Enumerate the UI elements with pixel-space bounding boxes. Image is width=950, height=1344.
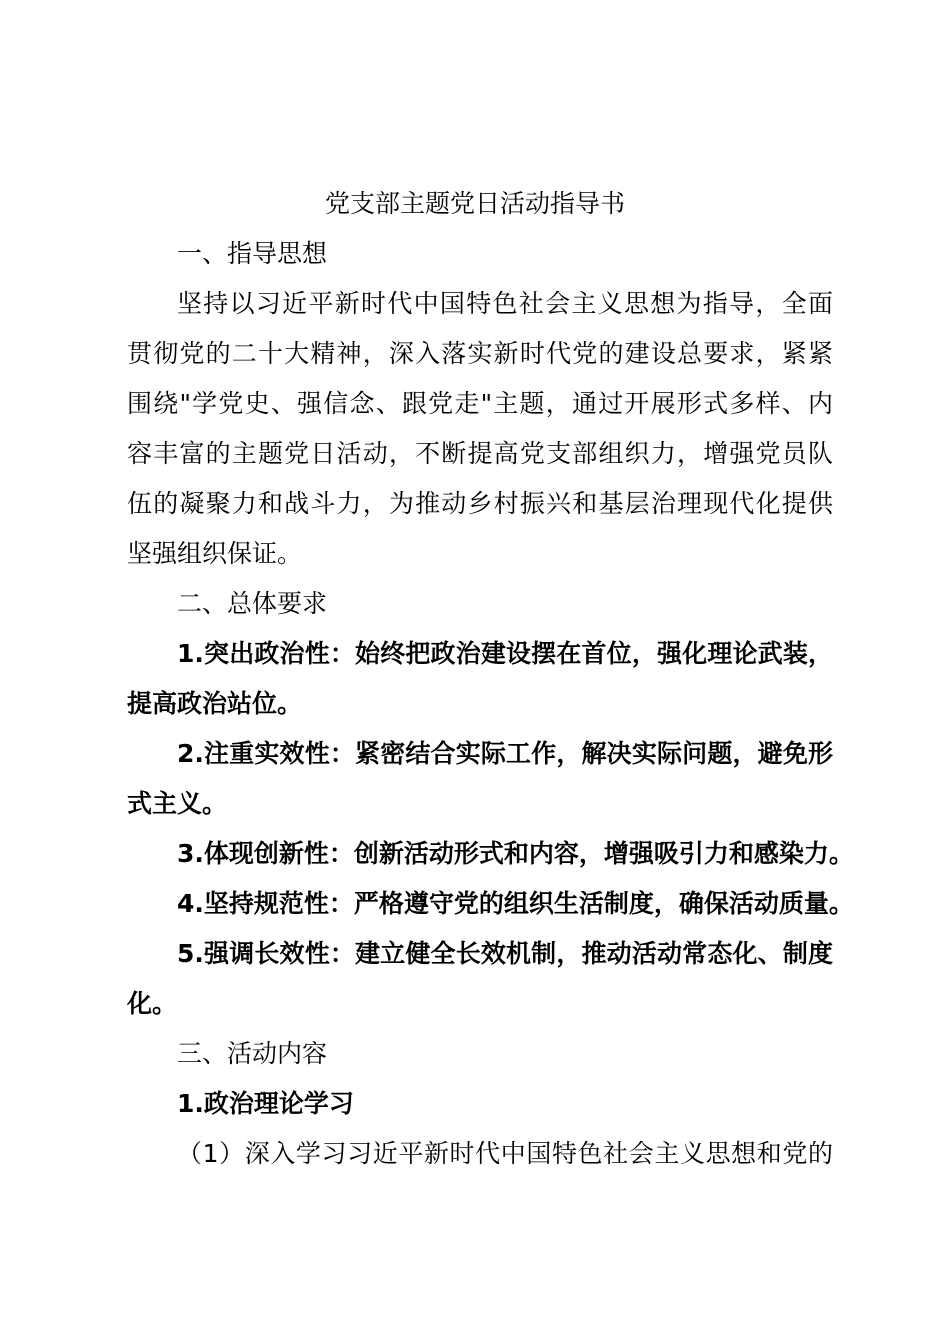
section3-paragraph-line: （1）深入学习习近平新时代中国特色社会主义思想和党的 bbox=[177, 1139, 833, 1168]
paragraph-line: 围绕"学党史、强信念、跟党走"主题，通过开展形式多样、内 bbox=[127, 389, 833, 418]
requirement-item-5: 5.强调长效性：建立健全长效机制，推动活动常态化、制度 bbox=[177, 939, 833, 968]
section3-heading: 三、活动内容 bbox=[177, 1039, 328, 1068]
document-title: 党支部主题党日活动指导书 bbox=[324, 189, 625, 218]
requirement-item-2: 2.注重实效性：紧密结合实际工作，解决实际问题，避免形 bbox=[177, 739, 833, 768]
requirement-item-1-continued: 提高政治站位。 bbox=[127, 689, 303, 718]
requirement-item-2-continued: 式主义。 bbox=[127, 789, 228, 818]
section2-heading: 二、总体要求 bbox=[177, 589, 328, 618]
section1-heading: 一、指导思想 bbox=[177, 239, 328, 268]
paragraph-line: 坚持以习近平新时代中国特色社会主义思想为指导，全面 bbox=[177, 289, 833, 318]
requirement-item-1: 1.突出政治性：始终把政治建设摆在首位，强化理论武装， bbox=[177, 639, 833, 668]
paragraph-line: 伍的凝聚力和战斗力，为推动乡村振兴和基层治理现代化提供 bbox=[127, 489, 833, 518]
paragraph-line: 坚强组织保证。 bbox=[127, 539, 303, 568]
requirement-item-3: 3.体现创新性：创新活动形式和内容，增强吸引力和感染力。 bbox=[177, 839, 854, 868]
requirement-item-5-continued: 化。 bbox=[127, 989, 178, 1018]
paragraph-line: 贯彻党的二十大精神，深入落实新时代党的建设总要求，紧紧 bbox=[127, 339, 833, 368]
section3-subheading: 1.政治理论学习 bbox=[177, 1089, 354, 1118]
paragraph-line: 容丰富的主题党日活动，不断提高党支部组织力，增强党员队 bbox=[127, 439, 833, 468]
requirement-item-4: 4.坚持规范性：严格遵守党的组织生活制度，确保活动质量。 bbox=[177, 889, 854, 918]
